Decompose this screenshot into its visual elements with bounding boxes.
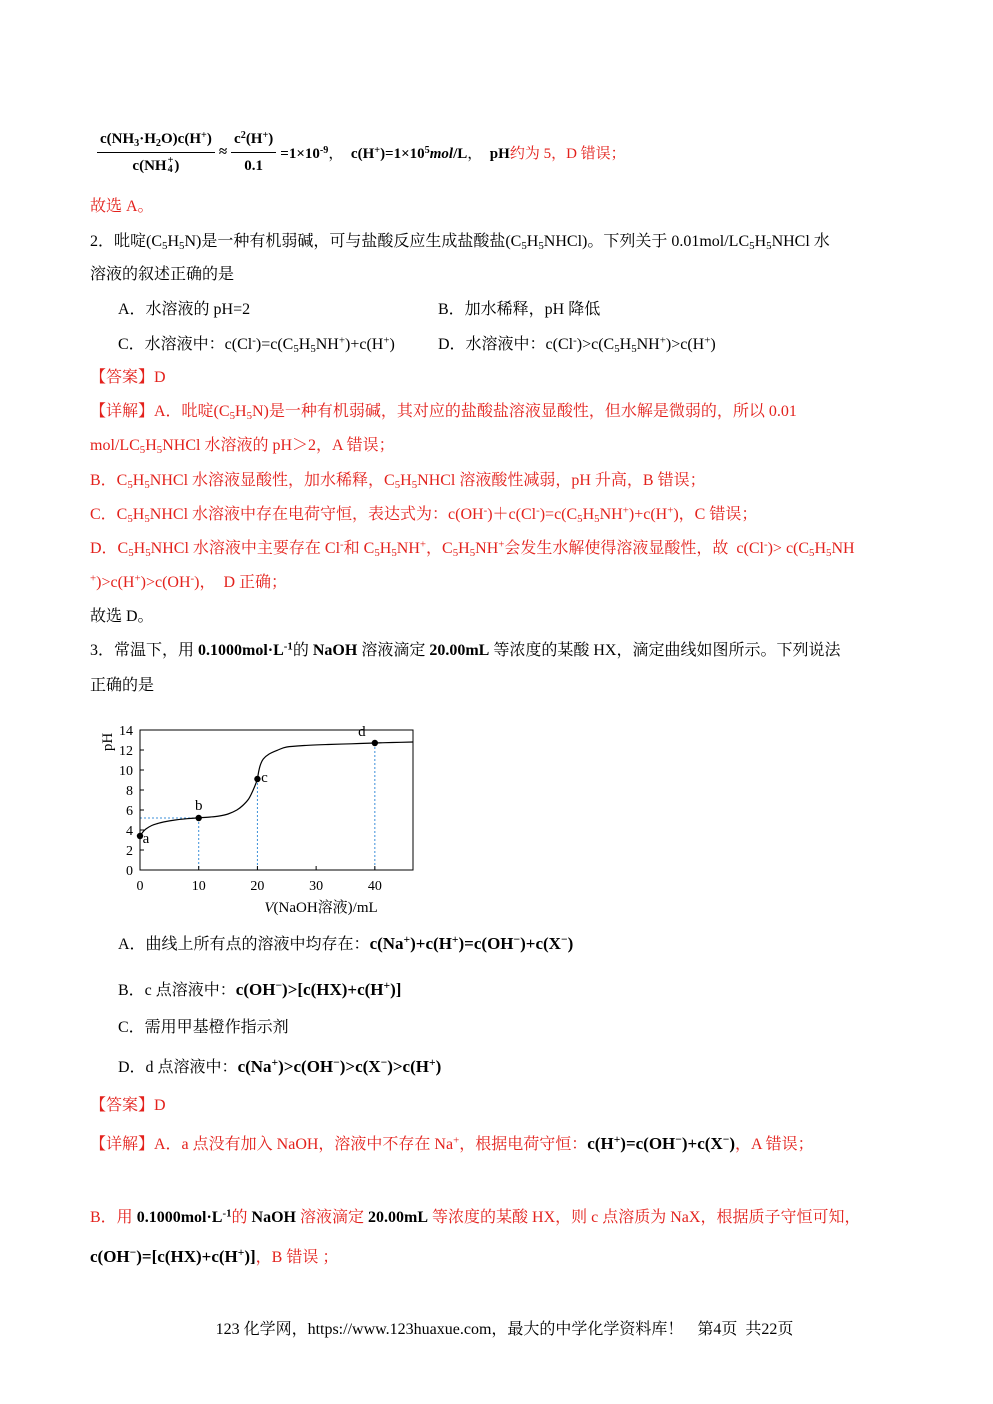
- fraction-hydrogen-squared: [231, 128, 276, 177]
- plain-text: ，: [467, 145, 490, 162]
- q2-explanation-line-6: [90, 572, 953, 594]
- subscript: 5: [809, 547, 815, 560]
- text-run: 溶液滴定: [357, 642, 430, 659]
- text-run: )>c(C: [576, 336, 615, 353]
- text-run: c(Na: [237, 1057, 272, 1076]
- text-run: ，B 错误 ；: [255, 1249, 339, 1266]
- text-run: ≈: [218, 143, 228, 160]
- y-tick-label: 8: [126, 784, 133, 799]
- text-run: )+c(H: [410, 934, 452, 953]
- italic-text: mol: [429, 145, 454, 162]
- text-run: NHCl 溶液酸性减弱，pH 升高，B 错误；: [417, 472, 706, 489]
- superscript: 2: [240, 129, 246, 141]
- fraction-numerator: [231, 128, 276, 153]
- footer-page-number: 第4页 共22页: [697, 1321, 794, 1338]
- formula-result: [280, 142, 625, 163]
- formula-text: [238, 1057, 442, 1076]
- q3-option-c: [118, 1017, 953, 1039]
- superscript: −: [333, 1056, 340, 1070]
- text-run: 的: [292, 642, 313, 659]
- text-run: ): [268, 130, 274, 147]
- superscript: -1: [222, 1207, 232, 1220]
- text-run: )=c(C: [539, 506, 578, 523]
- fraction-numerator: [97, 128, 215, 153]
- formula-text: [198, 642, 293, 659]
- text-run: )+c(H: [628, 506, 668, 523]
- text-run: NHCl 水: [771, 233, 830, 250]
- point-label-c: c: [261, 770, 268, 786]
- text-run: )>c(OH: [278, 1057, 334, 1076]
- x-tick-label: 30: [309, 879, 324, 894]
- formula-text: NaOH: [251, 1209, 296, 1226]
- text-run: NH: [475, 540, 499, 557]
- x-tick-label: 40: [367, 879, 382, 894]
- text-run: c(H: [587, 1134, 614, 1153]
- text-run: H: [458, 540, 470, 557]
- text-run: ·H: [139, 130, 156, 147]
- subscript: 5: [156, 444, 163, 457]
- text-run: )=c(OH: [620, 1134, 676, 1153]
- red-text: 约为 5，D 错误；: [509, 145, 626, 162]
- subscript: 5: [391, 547, 397, 560]
- text-run: NH: [599, 506, 623, 523]
- subscript: 5: [145, 547, 151, 560]
- text-run: )=[c(HX)+c(H: [136, 1247, 238, 1266]
- text-run: 【详解】A．a 点没有加入 NaOH，溶液中不存在 Na: [90, 1136, 454, 1153]
- superscript: -9: [319, 144, 329, 156]
- y-tick-label: 0: [126, 864, 133, 879]
- text-run: )+c(X: [520, 934, 561, 953]
- y-tick-label: 12: [119, 744, 133, 759]
- superscript: +: [338, 334, 345, 347]
- text-run: N)是一种有机弱碱，可与盐酸反应生成盐酸盐(C: [184, 233, 522, 250]
- q2-explanation-line-2: [90, 435, 953, 457]
- text-run: c: [234, 130, 241, 147]
- text-run: ，根据电荷守恒：: [459, 1136, 588, 1153]
- titration-curve-chart: [95, 715, 425, 920]
- superscript: -: [536, 504, 540, 517]
- y-tick-label: 6: [126, 804, 133, 819]
- q2-stem-line-1: [90, 231, 953, 253]
- text-run: ): [435, 1057, 442, 1076]
- text-run: N)是一种有机弱碱，其对应的盐酸盐溶液显酸性，但水解是微弱的，所以 0.01: [252, 403, 797, 420]
- text-run: H: [814, 540, 827, 557]
- subscript: 5: [128, 547, 134, 560]
- text-run: )=c(C: [255, 336, 294, 353]
- fraction-denominator: [129, 153, 182, 177]
- text-run: /L: [453, 145, 468, 162]
- subscript: 5: [179, 240, 185, 253]
- superscript: +: [90, 572, 97, 585]
- text-run: c(NH: [100, 130, 135, 147]
- text-run: )>c(H: [387, 1057, 429, 1076]
- superscript: +: [453, 1134, 460, 1147]
- subscript: 5: [144, 513, 150, 526]
- subscript: 5: [749, 240, 755, 253]
- subscript: 5: [162, 240, 168, 253]
- conclusion-q1: 故选 A。: [90, 198, 154, 215]
- text-run: )，C 错误；: [673, 506, 758, 523]
- superscript: +: [167, 155, 174, 167]
- q2-option-d: [438, 334, 953, 356]
- text-run: D．水溶液中：c(Cl: [438, 336, 574, 353]
- text-run: H: [619, 336, 632, 353]
- text-run: NH: [636, 336, 660, 353]
- stacked-scripts: [168, 157, 174, 174]
- x-tick-label: 20: [250, 879, 265, 894]
- text-run: 等浓度的某酸 HX，滴定曲线如图所示。下列说法: [489, 642, 841, 659]
- text-run: NHCl)。下列关于 0.01mol/LC: [543, 233, 750, 250]
- subscript: 5: [374, 547, 380, 560]
- ratio-formula-line: [93, 122, 626, 182]
- text-run: C．需用甲基橙作指示剂: [118, 1019, 289, 1036]
- q3-answer: 【答案】D: [90, 1097, 166, 1114]
- text-run: ，A 错误；: [735, 1136, 814, 1153]
- text-run: ): [174, 157, 180, 174]
- q2-option-c: [118, 334, 433, 356]
- subscript: 5: [229, 410, 235, 423]
- subscript: 5: [127, 479, 133, 492]
- q2-option-b: B．加水稀释，pH 降低: [438, 301, 601, 318]
- text-run: O)c(H: [161, 130, 201, 147]
- q3-explanation-line-2: [90, 1207, 953, 1229]
- text-run: 0.1000mol·L: [136, 1209, 223, 1226]
- superscript: +: [451, 933, 459, 947]
- formula-text: 20.00mL: [368, 1209, 429, 1226]
- q2-explanation-line-5: [90, 538, 953, 560]
- text-run: 等浓度的某酸 HX，则 c 点溶质为 NaX，根据质子守恒可知，: [428, 1209, 861, 1226]
- superscript: -1: [283, 640, 293, 653]
- q3-option-d: [118, 1056, 953, 1079]
- y-tick-label: 10: [119, 764, 133, 779]
- titration-curve: [140, 742, 413, 836]
- page-footer: [0, 1297, 993, 1363]
- text-run: B．C: [90, 472, 128, 489]
- text-run: 0.1: [244, 157, 264, 174]
- text-run: NH: [315, 336, 339, 353]
- subscript: 5: [594, 513, 600, 526]
- text-run: D．d 点溶液中：: [118, 1059, 238, 1076]
- text-run: ，C: [426, 540, 453, 557]
- subscript: 5: [469, 547, 476, 560]
- superscript: −: [722, 1133, 730, 1147]
- footer-site-text: 123 化学网，https://www.123huaxue.com，最大的中学化学资料库！: [215, 1321, 684, 1338]
- text-run: 会发生水解使得溶液显酸性，故 c(Cl: [504, 540, 764, 557]
- text-run: H: [167, 233, 180, 250]
- subscript: 5: [826, 547, 832, 560]
- subscript: 2: [155, 137, 162, 149]
- text-run: H: [298, 336, 311, 353]
- text-run: )， D 正确；: [194, 574, 288, 591]
- superscript: -: [763, 538, 768, 551]
- plain-text: ，: [328, 145, 351, 162]
- y-axis-label: pH: [100, 732, 116, 752]
- superscript: -: [252, 334, 256, 347]
- superscript: +: [383, 979, 391, 993]
- q3-option-a: [118, 933, 953, 956]
- formula-text: [137, 1209, 232, 1226]
- superscript: +: [403, 933, 411, 947]
- text-run: )>c(H: [665, 336, 705, 353]
- text-run: ): [729, 1134, 735, 1153]
- text-run: )>c(OH: [140, 574, 191, 591]
- text-run: pH: [489, 145, 510, 162]
- text-run: C．水溶液中：c(Cl: [118, 336, 253, 353]
- text-run: 和 C: [343, 540, 375, 557]
- subscript: 5: [139, 444, 146, 457]
- text-run: c(H: [350, 145, 375, 162]
- text-run: B．用: [90, 1209, 137, 1226]
- subscript: 5: [394, 479, 401, 492]
- text-run: ): [206, 130, 212, 147]
- point-label-b: b: [194, 798, 203, 814]
- formula-text: 20.00mL: [429, 642, 490, 659]
- text-run: ): [710, 336, 716, 353]
- y-tick-label: 4: [126, 824, 133, 839]
- subscript: 5: [127, 513, 133, 526]
- text-run: H: [754, 233, 767, 250]
- text-run: H: [526, 233, 539, 250]
- point-label-d: d: [358, 724, 366, 740]
- text-run: 的: [231, 1209, 252, 1226]
- point-d: [372, 740, 378, 746]
- subscript: 5: [411, 479, 418, 492]
- text-run: NHCl 水溶液的 pH＞2，A 错误；: [162, 437, 395, 454]
- text-run: H: [400, 472, 412, 489]
- text-run: 0.1000mol·L: [198, 642, 284, 659]
- text-run: NHCl 水溶液中主要存在 Cl: [150, 540, 341, 557]
- superscript: +: [134, 572, 141, 585]
- text-run: H: [132, 506, 145, 523]
- superscript: −: [380, 1056, 388, 1070]
- text-run: 【详解】A．吡啶(C: [90, 403, 230, 420]
- superscript: -: [340, 538, 344, 551]
- q2-explanation-line-4: [90, 504, 953, 526]
- approx-sign: [219, 144, 227, 161]
- x-axis-unit: (NaOH溶液)/mL: [273, 900, 378, 916]
- text-run: )]: [390, 980, 402, 999]
- superscript: +: [428, 1056, 436, 1070]
- text-run: )> c(C: [767, 540, 810, 557]
- q3-option-b: [118, 979, 953, 1002]
- subscript: 5: [246, 410, 252, 423]
- text-run: A．曲线上所有点的溶液中均存在：: [118, 936, 370, 953]
- subscript: 3: [134, 137, 140, 149]
- superscript: -: [573, 334, 577, 347]
- text-run: 溶液滴定: [296, 1209, 369, 1226]
- superscript: −: [675, 1133, 682, 1147]
- text-run: 正确的是: [90, 677, 155, 694]
- subscript: 5: [631, 343, 637, 356]
- text-run: )=c(OH: [458, 934, 514, 953]
- text-run: )+c(X: [681, 1134, 723, 1153]
- superscript: +: [419, 538, 427, 551]
- subscript: 5: [452, 547, 459, 560]
- subscript: 5: [521, 240, 527, 253]
- y-tick-label: 2: [126, 844, 133, 859]
- text-run: )]: [244, 1247, 256, 1266]
- formula-text: [370, 934, 574, 953]
- q2-option-a: A．水溶液的 pH=2: [118, 301, 251, 318]
- text-run: )+c(H: [345, 336, 384, 353]
- superscript: +: [201, 129, 207, 141]
- conclusion-q2: 故选 D。: [90, 608, 154, 625]
- superscript: +: [613, 1133, 621, 1147]
- point-label-a: a: [142, 831, 150, 847]
- text-run: H: [132, 472, 145, 489]
- superscript: −: [560, 933, 568, 947]
- formula-text: [90, 1247, 256, 1266]
- subscript: 5: [766, 240, 772, 253]
- text-run: 2．吡啶(C: [90, 233, 163, 250]
- text-run: )=1×10: [380, 145, 425, 162]
- formula-text: [236, 980, 402, 999]
- superscript: +: [374, 144, 381, 156]
- text-run: c(Na: [369, 934, 404, 953]
- text-run: H: [235, 403, 247, 420]
- superscript: +: [704, 334, 711, 347]
- q2-explanation-line-1: [90, 401, 953, 423]
- q3-stem-line-2: [90, 675, 953, 697]
- q2-explanation-line-3: [90, 470, 953, 492]
- q3-explanation-line-1: [90, 1133, 953, 1156]
- text-run: )>[c(HX)+c(H: [282, 980, 384, 999]
- x-axis-label: [264, 898, 377, 916]
- superscript: −: [513, 933, 521, 947]
- text-run: mol/LC: [90, 437, 140, 454]
- text-run: D．C: [90, 540, 129, 557]
- text-run: )>c(X: [339, 1057, 381, 1076]
- formula-text: NaOH: [312, 642, 358, 659]
- text-run: ): [567, 934, 574, 953]
- text-run: c(NH: [132, 157, 167, 174]
- text-run: 溶液的叙述正确的是: [90, 266, 235, 283]
- text-run: H: [145, 437, 157, 454]
- subscript: 5: [614, 343, 620, 356]
- q2-stem-line-2: [90, 264, 953, 286]
- text-run: =1×10: [280, 145, 320, 162]
- subscript: 5: [310, 343, 316, 356]
- superscript: -: [483, 504, 488, 517]
- point-b: [196, 815, 202, 821]
- superscript: -: [190, 572, 195, 585]
- x-tick-label: 10: [191, 879, 206, 894]
- text-run: NHCl 水溶液中存在电荷守恒，表达式为：c(OH: [149, 506, 484, 523]
- subscript: 5: [293, 343, 299, 356]
- text-run: NHCl 水溶液显酸性，加水稀释，C: [149, 472, 395, 489]
- subscript: 5: [538, 240, 544, 253]
- text-run: c(OH: [235, 980, 276, 999]
- text-run: NH: [831, 540, 855, 557]
- text-run: )>c(H: [96, 574, 135, 591]
- superscript: +: [237, 1246, 245, 1260]
- text-run: )＋c(Cl: [487, 506, 537, 523]
- superscript: +: [498, 538, 505, 551]
- q3-stem-line-1: [90, 640, 953, 662]
- point-c: [254, 776, 260, 782]
- text-run: 3．常温下，用: [90, 642, 199, 659]
- formula-text: [587, 1134, 735, 1153]
- text-run: H: [582, 506, 595, 523]
- text-run: c(OH: [90, 1247, 130, 1266]
- superscript: +: [262, 129, 269, 141]
- text-run: ): [389, 336, 395, 353]
- subscript: 4: [167, 164, 173, 176]
- superscript: −: [275, 979, 283, 993]
- text-run: H: [133, 540, 146, 557]
- text-run: H: [379, 540, 392, 557]
- x-tick-label: 0: [136, 879, 144, 894]
- q3-explanation-line-3: [90, 1246, 953, 1269]
- fraction-denominator: [241, 153, 266, 177]
- superscript: +: [622, 504, 629, 517]
- superscript: +: [271, 1056, 279, 1070]
- superscript: +: [383, 334, 390, 347]
- superscript: 5: [424, 144, 430, 156]
- superscript: +: [667, 504, 674, 517]
- text-run: NH: [396, 540, 420, 557]
- superscript: +: [659, 334, 666, 347]
- subscript: 5: [144, 479, 150, 492]
- subscript: 5: [577, 513, 583, 526]
- y-tick-label: 14: [119, 724, 133, 739]
- text-run: (H: [245, 130, 263, 147]
- text-run: C．C: [90, 506, 128, 523]
- fraction-ammonia-ratio: [97, 128, 215, 177]
- x-axis-variable: V: [264, 900, 274, 916]
- text-run: B．c 点溶液中：: [118, 982, 236, 999]
- superscript: −: [129, 1246, 137, 1260]
- q2-answer: 【答案】D: [90, 369, 166, 386]
